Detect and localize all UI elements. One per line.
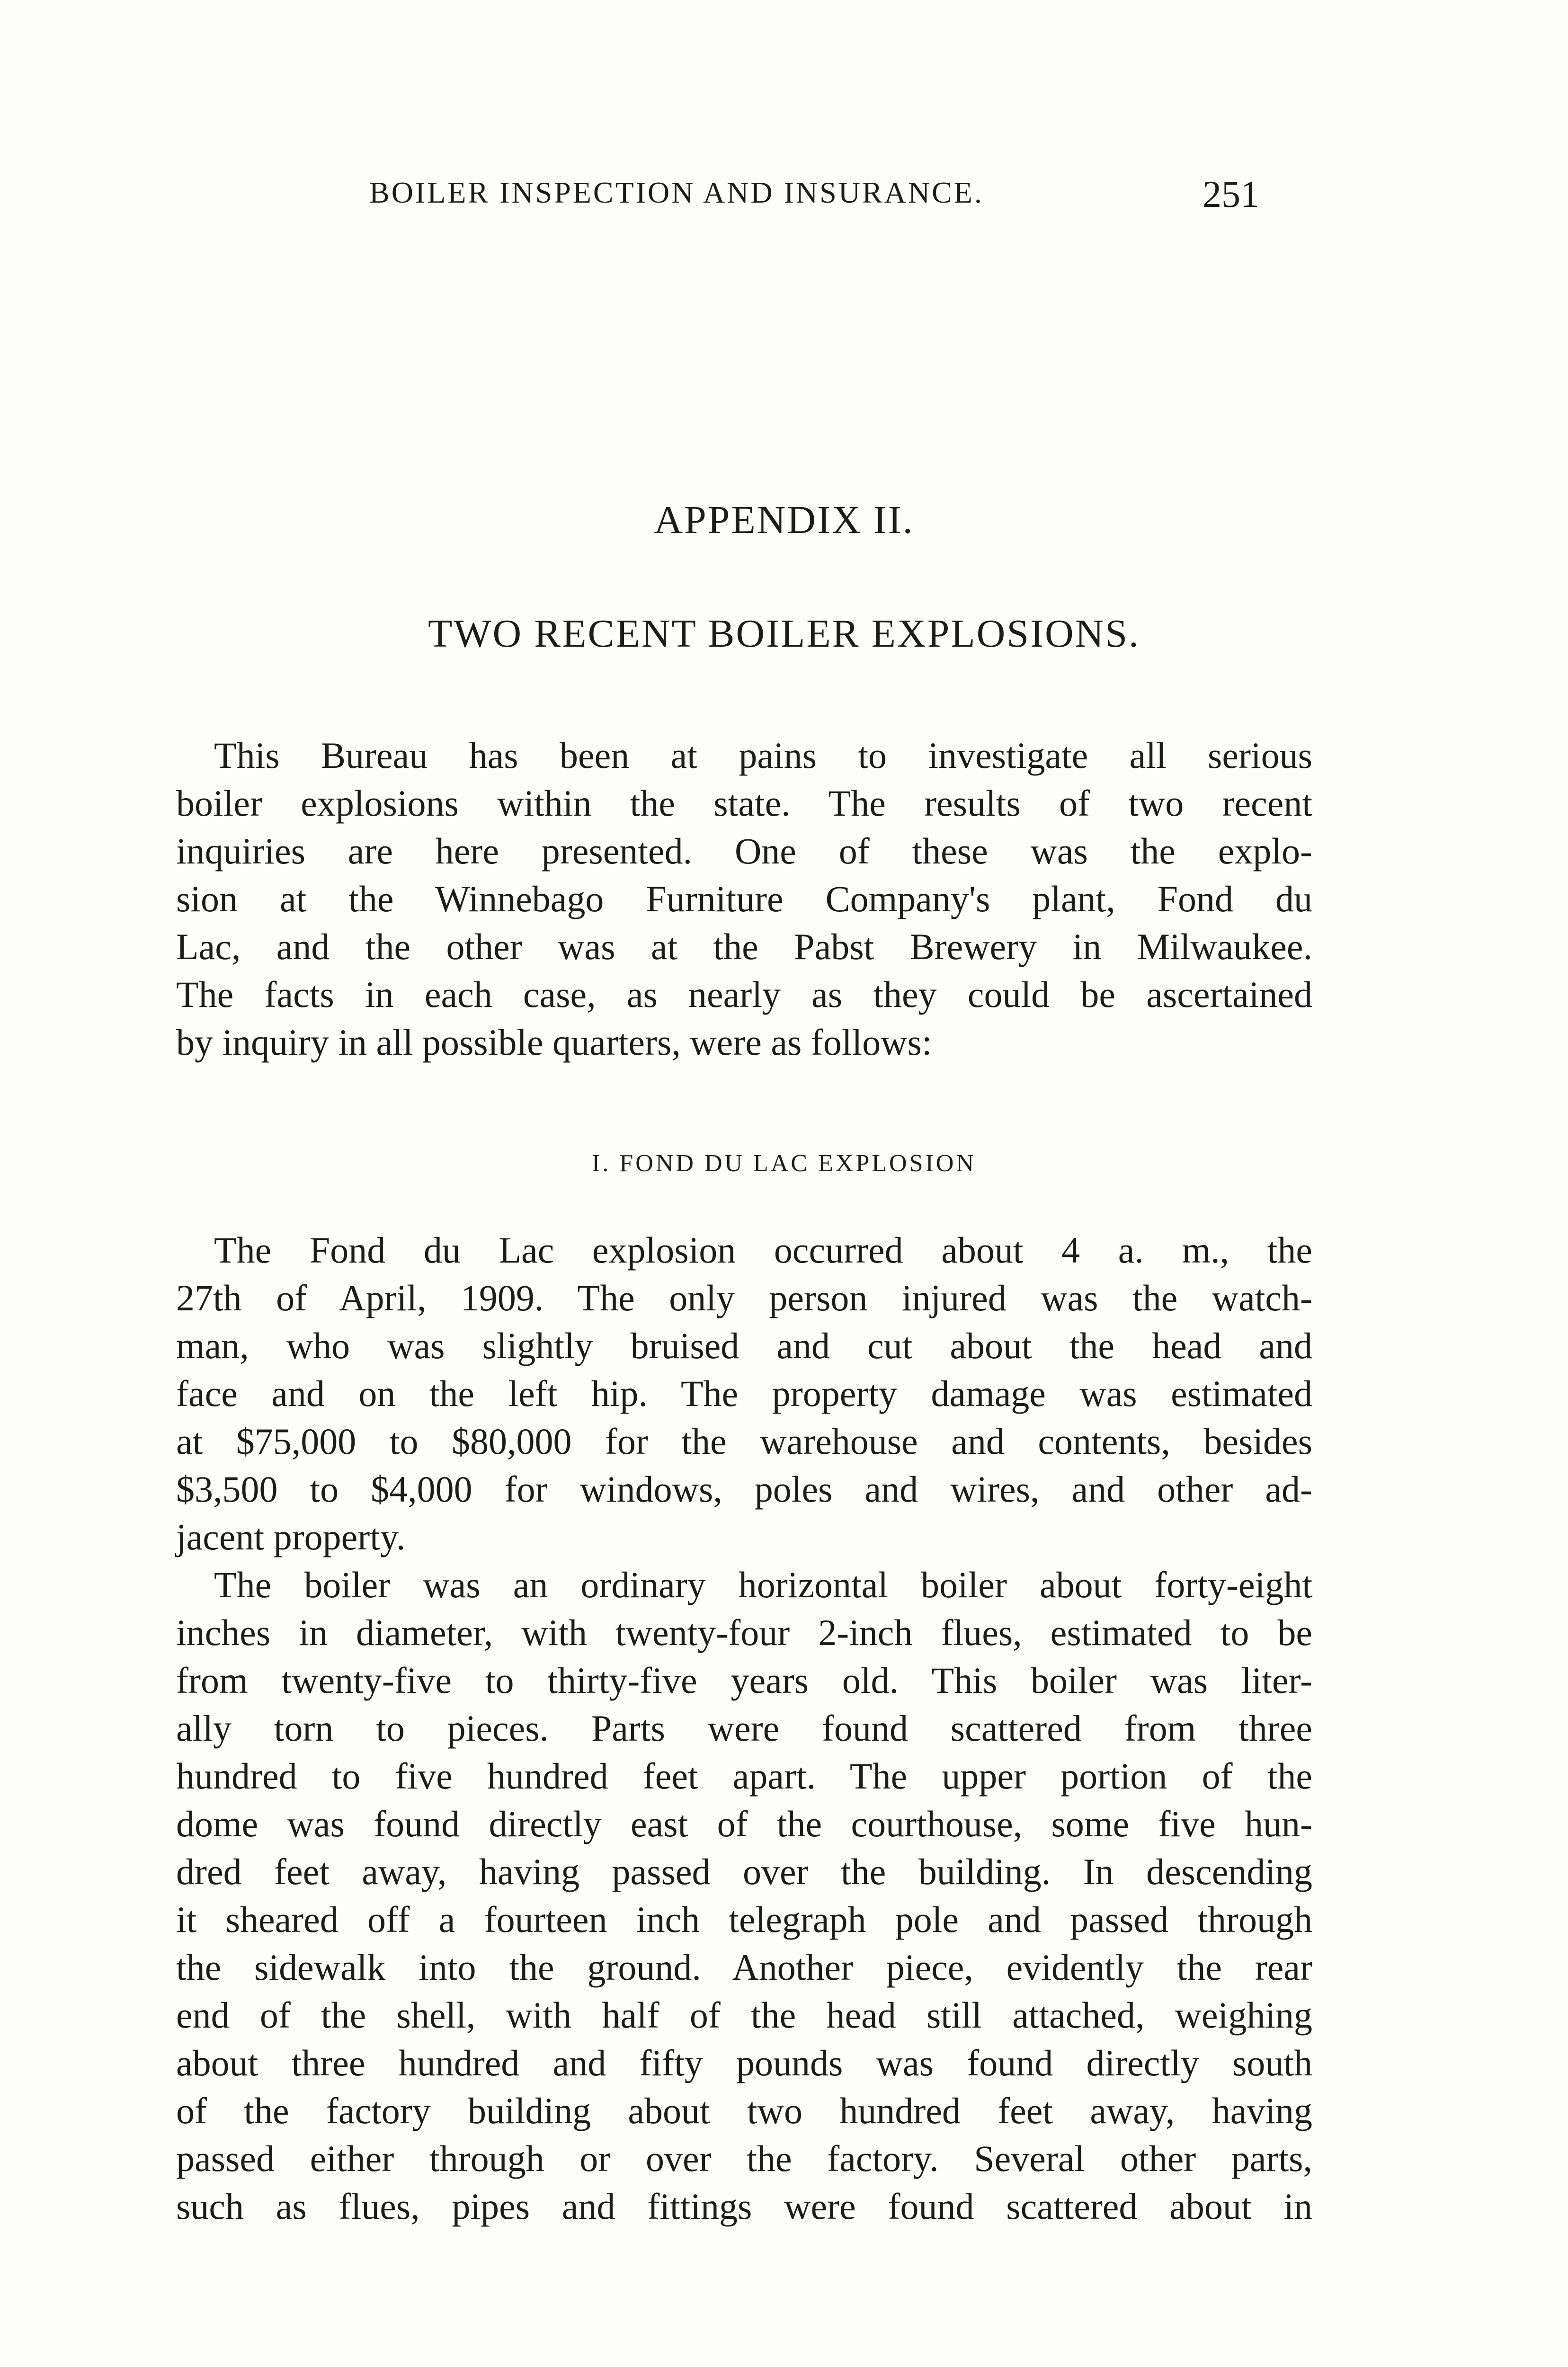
text-line: by inquiry in all possible quarters, were as follows: (176, 1022, 932, 1063)
text-line: from twenty-five to thirty-five years old. This boiler was liter- (176, 1660, 1312, 1701)
body-text (176, 1226, 1312, 2230)
text-line: passed either through or over the factory. Several other parts, (176, 2138, 1312, 2179)
text-line: the sidewalk into the ground. Another piece, evidently the rear (176, 1947, 1312, 1988)
text-line: 27th of April, 1909. The only person injured was the watch- (176, 1277, 1312, 1318)
text-line: at $75,000 to $80,000 for the warehouse and contents, besides (176, 1421, 1312, 1462)
text-line: it sheared off a fourteen inch telegraph pole and passed through (176, 1899, 1312, 1940)
text-line: dome was found directly east of the courthouse, some five hun- (176, 1803, 1312, 1844)
section-title: TWO RECENT BOILER EXPLOSIONS. (428, 612, 1140, 656)
text-line: such as flues, pipes and fittings were found scattered about in (176, 2186, 1312, 2227)
text-line: man, who was slightly bruised and cut about the head and (176, 1325, 1312, 1366)
text-line: face and on the left hip. The property damage was estimated (176, 1373, 1312, 1414)
text-line: about three hundred and fifty pounds was found directly south (176, 2042, 1312, 2083)
text-line: inquiries are here presented. One of these was the explo- (176, 830, 1312, 872)
text-line: end of the shell, with half of the head still attached, weighing (176, 1994, 1312, 2036)
text-line: The boiler was an ordinary horizontal boiler about forty-eight (214, 1564, 1312, 1605)
running-header-title: BOILER INSPECTION AND INSURANCE. (369, 176, 984, 209)
subsection-heading: I. FOND DU LAC EXPLOSION (592, 1150, 976, 1177)
text-line: $3,500 to $4,000 for windows, poles and wires, and other ad- (176, 1468, 1312, 1510)
text-line: hundred to five hundred feet apart. The upper portion of the (176, 1755, 1312, 1797)
text-line: of the factory building about two hundred feet away, having (176, 2090, 1312, 2131)
page-number: 251 (1203, 174, 1259, 215)
text-line: sion at the Winnebago Furniture Company's plant, Fond du (176, 878, 1312, 919)
text-line: boiler explosions within the state. The results of two recent (176, 783, 1312, 824)
appendix-title: APPENDIX II. (654, 498, 914, 542)
text-line: jacent property. (176, 1516, 406, 1557)
text-line: This Bureau has been at pains to investigate all serious (214, 735, 1312, 776)
text-line: The facts in each case, as nearly as they could be ascertained (176, 974, 1312, 1015)
text-line: The Fond du Lac explosion occurred about 4 a. m., the (214, 1229, 1312, 1271)
text-line: ally torn to pieces. Parts were found scattered from three (176, 1708, 1312, 1749)
text-line: dred feet away, having passed over the building. In descending (176, 1851, 1312, 1892)
text-line: inches in diameter, with twenty-four 2-inch flues, estimated to be (176, 1612, 1312, 1653)
intro-paragraph (176, 731, 1312, 1066)
text-line: Lac, and the other was at the Pabst Brewery in Milwaukee. (176, 926, 1312, 967)
